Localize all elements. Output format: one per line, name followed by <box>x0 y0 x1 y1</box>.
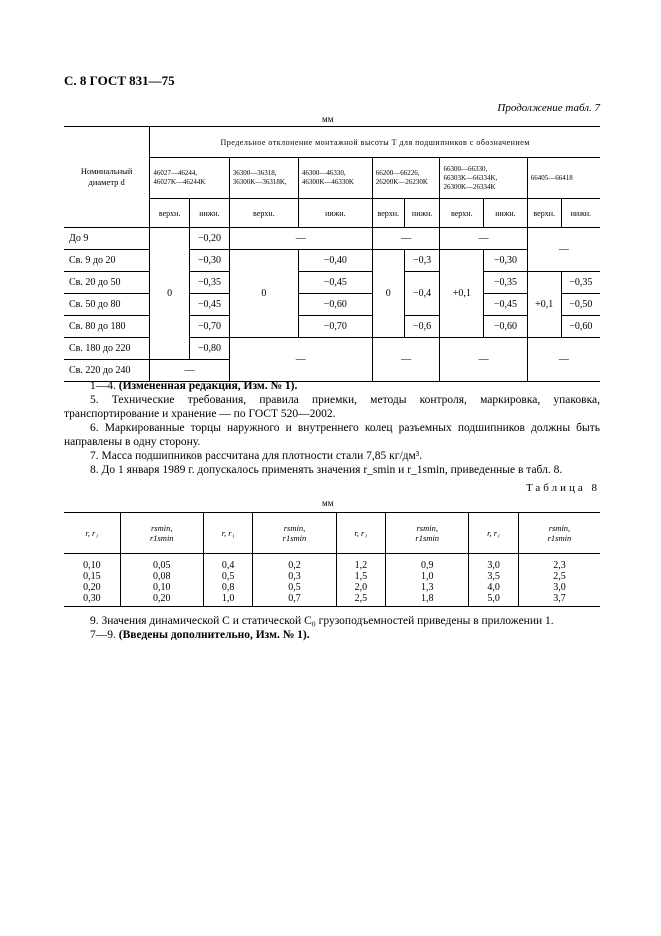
note-item: 1—4. (Измененная редакция, Изм. № 1). <box>90 380 298 392</box>
note-item: 6. Маркированные торцы наружного и внутреннего колец разъемных подшипников должны быть направлены в одну сторону. <box>64 422 600 448</box>
table-cell: 3,0 <box>469 560 519 571</box>
table-7 <box>64 126 600 382</box>
col-header-rsmin: rsmin, r1smin <box>518 513 600 554</box>
lower-header: нижн. <box>561 199 600 228</box>
table-cell: 0,3 <box>253 571 336 582</box>
series-header: 66405—66418 <box>527 158 600 199</box>
lower-header: нижн. <box>484 199 528 228</box>
cell-value: −0,70 <box>190 316 230 338</box>
note-item: 9. Значения динамической C и статической C₀ грузоподъемностей приведены в приложении 1. <box>90 615 554 627</box>
cell-value: — <box>527 338 600 382</box>
table-cell: 0,05 <box>120 560 203 571</box>
series-header: 66200—66226, 26200K—26230K <box>372 158 440 199</box>
row-label: Св. 80 до 180 <box>64 316 150 338</box>
notes-after-block <box>64 614 600 642</box>
table-cell: 1,0 <box>203 593 253 607</box>
upper-header: верхн. <box>440 199 484 228</box>
cell-value: — <box>440 228 527 250</box>
table-cell: 0,2 <box>253 560 336 571</box>
row-label: Св. 20 до 50 <box>64 272 150 294</box>
cell-value: 0 <box>372 250 404 338</box>
table7-units: мм <box>322 114 334 124</box>
notes-block <box>64 379 600 477</box>
table-cell: 2,5 <box>336 593 386 607</box>
row-label: Св. 9 до 20 <box>64 250 150 272</box>
table-cell: 1,8 <box>386 593 469 607</box>
table-cell: 4,0 <box>469 582 519 593</box>
cell-value: −0,45 <box>298 272 372 294</box>
table-cell: 0,4 <box>203 560 253 571</box>
table-cell: 3,0 <box>518 582 600 593</box>
table-cell: 0,15 <box>83 571 101 582</box>
cell-value: −0,35 <box>484 272 528 294</box>
series-header: 36300—36318, 36300K—36318K, <box>229 158 298 199</box>
col-header-r: r, r₁ <box>64 513 120 554</box>
cell-value: −0,35 <box>561 272 600 294</box>
lower-header: нижн. <box>298 199 372 228</box>
table-cell: 0,10 <box>83 560 101 571</box>
cell-value: — <box>372 228 440 250</box>
series-header: 66300—66330, 66303K—66334K, 26300K—26334K <box>440 158 527 199</box>
page-header: С. 8 ГОСТ 831—75 <box>64 73 175 88</box>
table-cell: 1,3 <box>386 582 469 593</box>
cell-value: −0,60 <box>484 316 528 338</box>
col-header-r: r, r₁ <box>469 513 519 554</box>
row-label: Св. 180 до 220 <box>64 338 150 360</box>
table-cell: 2,3 <box>518 560 600 571</box>
table-cell: 1,0 <box>386 571 469 582</box>
upper-header: верхн. <box>150 199 190 228</box>
table-cell: 2,0 <box>336 582 386 593</box>
row-label: До 9 <box>64 228 150 250</box>
table-cell: 0,30 <box>64 593 120 607</box>
table8-units: мм <box>322 498 334 508</box>
cell-value: — <box>150 360 229 382</box>
cell-value: −0,35 <box>190 272 230 294</box>
row-label: Св. 220 до 240 <box>64 360 150 382</box>
col-header-r: r, r₁ <box>203 513 253 554</box>
cell-value: −0,45 <box>190 294 230 316</box>
table-cell: 0,7 <box>253 593 336 607</box>
table-cell: 2,5 <box>518 571 600 582</box>
col-header-rsmin: rsmin, r1smin <box>253 513 336 554</box>
upper-header: верхн. <box>372 199 404 228</box>
table7-caption: Продолжение табл. 7 <box>497 102 600 114</box>
cell-value: −0,4 <box>404 272 440 316</box>
cell-value: 0 <box>229 250 298 338</box>
cell-value: — <box>527 228 600 272</box>
cell-value: −0,45 <box>484 294 528 316</box>
series-header: 46300—46330, 46300K—46330K <box>298 158 372 199</box>
upper-header: верхн. <box>229 199 298 228</box>
table-cell: 0,5 <box>253 582 336 593</box>
lower-header: нижн. <box>190 199 230 228</box>
col-header-rsmin: rsmin, r1smin <box>386 513 469 554</box>
cell-value: −0,60 <box>298 294 372 316</box>
upper-header: верхн. <box>527 199 561 228</box>
note-item: 5. Технические требования, правила приемки, методы контроля, маркировка, упаковка, транспортирование и хранение — по ГОСТ 520—2002. <box>64 394 600 420</box>
cell-value: −0,6 <box>404 316 440 338</box>
cell-value: — <box>440 338 527 382</box>
cell-value: +0,1 <box>440 250 484 338</box>
note-item: 7—9. (Введены дополнительно, Изм. № 1). <box>90 629 310 641</box>
col-header-rsmin: rsmin, r1smin <box>120 513 203 554</box>
table-cell: 3,5 <box>469 571 519 582</box>
table-cell: 0,5 <box>203 571 253 582</box>
row-label: Св. 50 до 80 <box>64 294 150 316</box>
table-cell: 1,2 <box>336 560 386 571</box>
cell-value: — <box>372 338 440 382</box>
cell-value: — <box>229 338 372 382</box>
series-header: 46027—46244, 46027K—46244K <box>150 158 229 199</box>
table-cell: 5,0 <box>469 593 519 607</box>
table-cell: 0,9 <box>386 560 469 571</box>
cell-value: −0,30 <box>484 250 528 272</box>
col-header-r: r, r₁ <box>336 513 386 554</box>
cell-value: −0,3 <box>404 250 440 272</box>
cell-value: — <box>229 228 372 250</box>
table-cell: 0,20 <box>120 593 203 607</box>
cell-value: −0,70 <box>298 316 372 338</box>
stub-header: Номинальный диаметр d <box>64 127 150 228</box>
note-item: 8. До 1 января 1989 г. допускалось применять значения r_smin и r_1smin, приведенные в табл. 8. <box>90 464 563 476</box>
cell-value: −0,60 <box>561 316 600 338</box>
cell-value: −0,50 <box>561 294 600 316</box>
cell-value: −0,80 <box>190 338 230 360</box>
lower-header: нижн. <box>404 199 440 228</box>
cell-value: −0,20 <box>190 228 230 250</box>
note-item: 7. Масса подшипников рассчитана для плотности стали 7,85 кг/дм³. <box>90 450 423 462</box>
table-cell: 1,5 <box>336 571 386 582</box>
cell-value: −0,30 <box>190 250 230 272</box>
cell-value: −0,40 <box>298 250 372 272</box>
table-cell: 0,08 <box>120 571 203 582</box>
table-cell: 0,10 <box>120 582 203 593</box>
cell-value: 0 <box>150 228 190 360</box>
table-cell: 3,7 <box>518 593 600 607</box>
table-8 <box>64 512 600 607</box>
cell-value: +0,1 <box>527 272 561 338</box>
group-header: Предельное отклонение монтажной высоты T для подшипников с обозначением <box>150 127 600 158</box>
table-cell: 0,8 <box>203 582 253 593</box>
table-cell: 0,20 <box>83 582 101 593</box>
table8-caption: Таблица 8 <box>525 482 600 494</box>
